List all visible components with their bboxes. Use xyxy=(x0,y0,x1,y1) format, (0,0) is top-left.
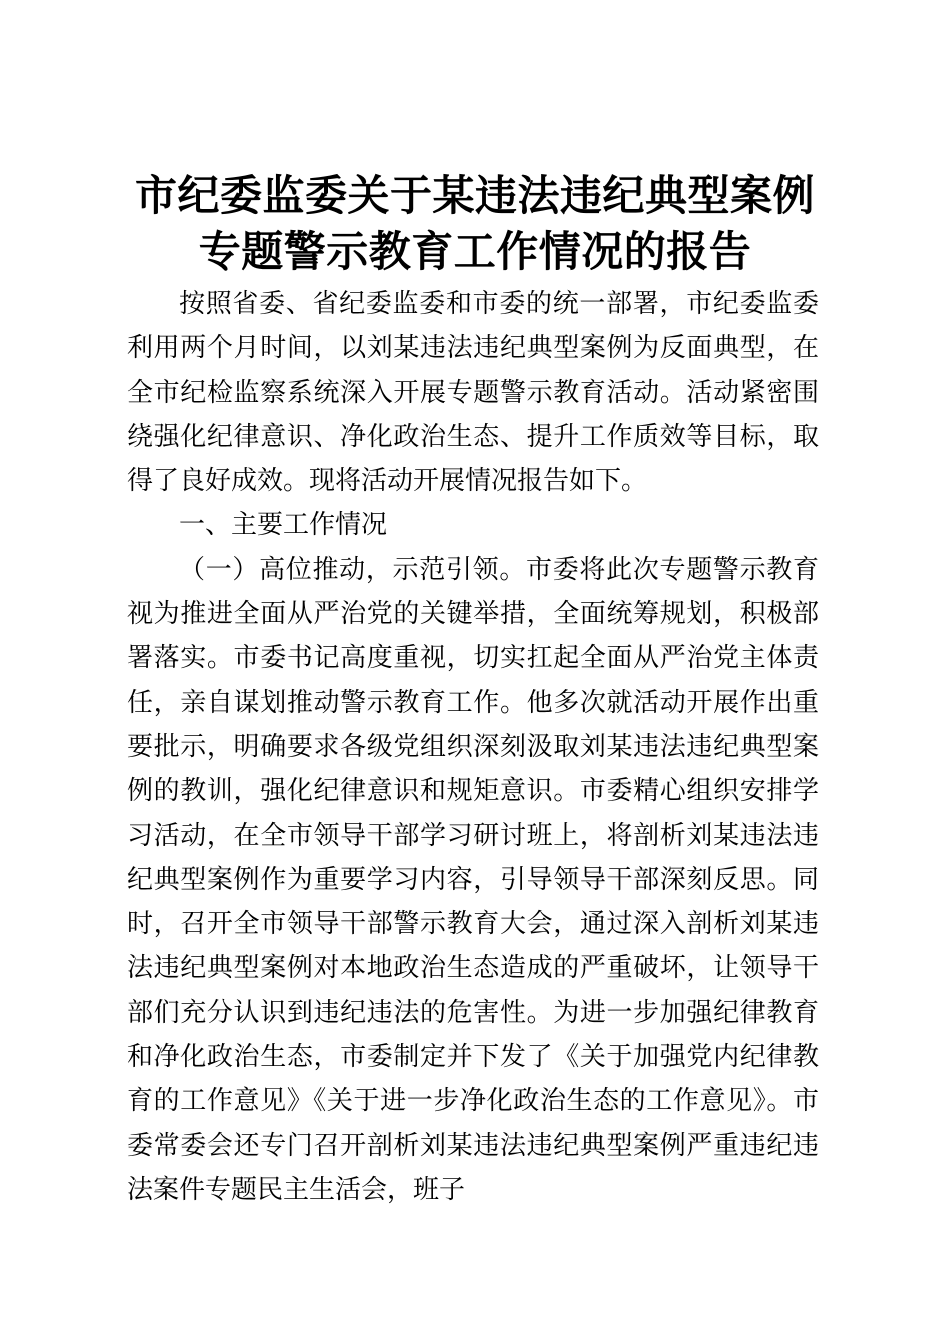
paragraph-intro: 按照省委、省纪委监委和市委的统一部署，市纪委监委利用两个月时间，以刘某违法违纪典型案例为反面典型，在全市纪检监察系统深入开展专题警示教育活动。活动紧密围绕强化纪律意识、净化政治生态、提升工作质效等目标，取得了良好成效。现将活动开展情况报告如下。 xyxy=(127,289,819,497)
document-body xyxy=(127,282,819,1212)
section-heading-main-work: 一、主要工作情况 xyxy=(179,510,388,541)
paragraph-section-1: （一）高位推动，示范引领。市委将此次专题警示教育视为推进全面从严治党的关键举措，全面统筹规划，积极部署落实。市委书记高度重视，切实扛起全面从严治党主体责任，亲自谋划推动警示教育工作。他多次就活动开展作出重要批示，明确要求各级党组织深刻汲取刘某违法违纪典型案例的教训，强化纪律意识和规矩意识。市委精心组织安排学习活动，在全市领导干部学习研讨班上，将剖析刘某违法违纪典型案例作为重要学习内容，引导领导干部深刻反思。同时，召开全市领导干部警示教育大会，通过深入剖析刘某违法违纪典型案例对本地政治生态造成的严重破坏，让领导干部们充分认识到违纪违法的危害性。为进一步加强纪律教育和净化政治生态，市委制定并下发了《关于加强党内纪律教育的工作意见》《关于进一步净化政治生态的工作意见》。市委常委会还专门召开剖析刘某违法违纪典型案例严重违纪违法案件专题民主生活会，班子 xyxy=(127,554,819,1205)
document-title: 市纪委监委关于某违法违纪典型案例专题警示教育工作情况的报告 xyxy=(134,171,815,276)
